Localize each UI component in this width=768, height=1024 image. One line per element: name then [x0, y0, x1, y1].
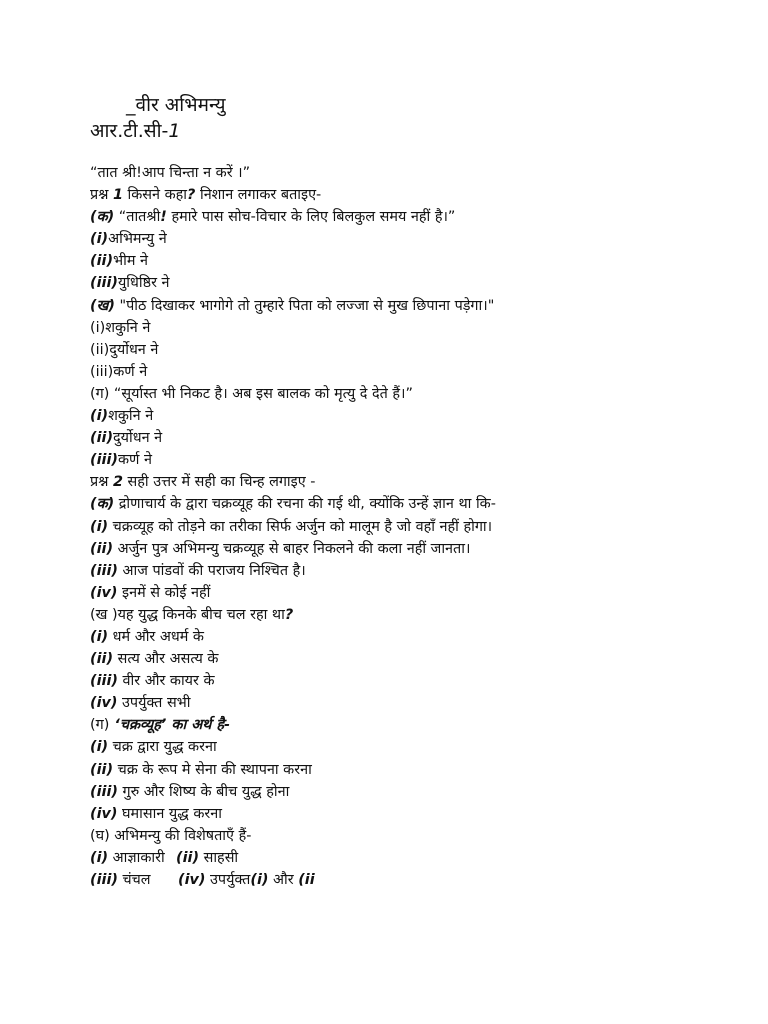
q1-ka-pre: “तातश्री: [114, 209, 161, 226]
q1-ka-option: [90, 228, 730, 250]
q2-kha-label: (ख ): [90, 606, 118, 623]
option-text: भीम ने: [113, 253, 149, 270]
q2-gha-statement: [90, 825, 730, 847]
q1-ka-statement: [90, 206, 730, 228]
option-text: और: [268, 872, 299, 888]
q1-ga-statement: [90, 383, 730, 405]
option-number: (iv): [178, 872, 206, 888]
q1-mark: ?: [187, 187, 196, 204]
q1-kha-option: [90, 317, 730, 339]
option-number: (iv): [90, 805, 118, 822]
q2-kha-statement: [90, 604, 730, 626]
option-number: (ii): [90, 341, 110, 358]
q2-ka-label: (क): [90, 496, 115, 513]
q2-ga-option: [90, 803, 730, 825]
q1-mid: किसने कहा: [122, 187, 188, 204]
q1-kha-option: [90, 339, 730, 361]
option-number: (iv): [90, 584, 118, 601]
q1-ga-text: “सूर्यास्त भी निकट है। अब इस बालक को मृत्यु दे देते हैं।”: [109, 385, 413, 402]
option-number: (iii): [90, 363, 114, 380]
option-number: (i): [90, 518, 109, 535]
option-number: (i): [90, 319, 106, 336]
q2-gha-options-row-2: [90, 869, 730, 891]
option-text: उपर्युक्त: [205, 872, 251, 888]
option-text: कर्ण ने: [117, 452, 152, 469]
q2-ga-post: का अर्थ है-: [166, 717, 231, 734]
q2-ga-pre: ‘चक्रव्यूह: [109, 717, 161, 734]
q1-ka-post: हमारे पास सोच-विचार के लिए बिलकुल समय नहीं है।”: [166, 209, 456, 226]
option-number: (i): [90, 231, 109, 248]
option-number: (ii: [298, 872, 315, 888]
q2-kha-option: [90, 692, 730, 714]
q2-ga-label: (ग): [90, 717, 110, 734]
q2-ka-option: [90, 516, 730, 538]
q2-ka-option: [90, 538, 730, 560]
q2-ga-option: [90, 736, 730, 758]
option-text: दुर्योधन ने: [109, 341, 159, 358]
lesson-subtitle: [90, 118, 730, 144]
document-page: [90, 92, 730, 891]
q2-ka-text: द्रोणाचार्य के द्वारा चक्रव्यूह की रचना की गई थी, क्योंकि उन्हें ज्ञान था कि-: [114, 496, 496, 513]
option-text: उपर्युक्त सभी: [117, 695, 191, 712]
option-text: शकुनि ने: [105, 319, 151, 336]
option-text: दुर्योधन ने: [113, 430, 163, 447]
quote-line: “तात श्री!आप चिन्ता न करें ।”: [90, 165, 251, 181]
option-number: (ii): [90, 651, 114, 668]
option-text: अर्जुन पुत्र अभिमन्यु चक्रव्यूह से बाहर निकलने की कला नहीं जानता।: [113, 540, 471, 557]
option-number: (i): [250, 872, 269, 888]
q2-gha-text: अभिमन्यु की विशेषताएँ हैं-: [109, 827, 252, 844]
option-text: चंचल: [117, 872, 151, 888]
q2-ka-option: [90, 582, 730, 604]
subtitle-text: आर.टी.सी-: [90, 120, 169, 142]
q2-pre: प्रश्न: [90, 474, 113, 491]
q2-ga-quote: ’: [160, 717, 167, 734]
option-number: (iii): [90, 783, 118, 800]
q2-ga-statement: [90, 714, 730, 736]
q1-ga-option: [90, 427, 730, 449]
q1-ga-option: [90, 449, 730, 471]
option-text: सत्य और असत्य के: [113, 651, 219, 668]
q1-kha-option: [90, 361, 730, 383]
option-number: (iii): [90, 452, 118, 469]
option-text: इनमें से कोई नहीं: [117, 584, 211, 601]
q1-ka-option: [90, 272, 730, 294]
q1-ka-bang: !: [160, 209, 167, 226]
option-text: चक्र द्वारा युद्ध करना: [108, 739, 217, 756]
option-number: (iii): [90, 275, 118, 292]
q1-num: 1: [112, 187, 123, 204]
q2-num: 2: [112, 474, 123, 491]
option-number: (iii): [90, 673, 118, 690]
q2-gha-label: (घ): [90, 827, 110, 844]
q1-ga-option: [90, 405, 730, 427]
q2-ga-option: [90, 781, 730, 803]
option-text: वीर और कायर के: [117, 673, 215, 690]
option-text: चक्र के रूप मे सेना की स्थापना करना: [113, 761, 312, 778]
q1-post: निशान लगाकर बताइए-: [195, 187, 322, 204]
option-number: (i): [90, 739, 109, 756]
option-text: आज पांडवों की पराजय निश्चित है।: [117, 562, 306, 579]
q2-kha-option: [90, 670, 730, 692]
option-text: शकुनि ने: [108, 408, 154, 425]
q1-ka-label: (क): [90, 209, 115, 226]
question-1-heading: [90, 184, 730, 206]
option-number: (ii): [90, 761, 114, 778]
q2-kha-text: यह युद्ध किनके बीच चल रहा था: [117, 606, 285, 623]
q2-kha-option: [90, 626, 730, 648]
option-text: अभिमन्यु ने: [108, 231, 167, 248]
option-text: कर्ण ने: [113, 363, 148, 380]
option-text: युधिष्ठिर ने: [117, 275, 170, 292]
option-number: (iii): [90, 872, 118, 888]
option-number: (iii): [90, 562, 118, 579]
option-text: गुरु और शिष्य के बीच युद्ध होना: [117, 783, 290, 800]
option-number: (i): [90, 628, 109, 645]
option-text: चक्रव्यूह को तोड़ने का तरीका सिर्फ अर्जुन को मालूम है जो वहाँ नहीं होगा।: [108, 518, 493, 535]
q2-ka-statement: [90, 493, 730, 515]
option-number: (iv): [90, 695, 118, 712]
option-number: (ii): [176, 849, 200, 866]
lesson-title: _वीर अभिमन्यु: [126, 94, 226, 116]
q1-kha-statement: [90, 295, 730, 317]
q1-pre: प्रश्न: [90, 187, 113, 204]
q1-kha-text: "पीठ दिखाकर भागोगे तो तुम्हारे पिता को लज्जा से मुख छिपाना पड़ेगा।": [114, 297, 495, 314]
q1-kha-label: (ख): [90, 297, 115, 314]
question-2-heading: [90, 471, 730, 493]
option-text: धर्म और अधर्म के: [108, 628, 204, 645]
option-text: आज्ञाकारी: [108, 849, 165, 866]
option-number: (ii): [90, 430, 114, 447]
q2-ga-option: [90, 759, 730, 781]
q2-gha-options-row-1: [90, 847, 730, 869]
option-number: (ii): [90, 540, 114, 557]
q1-ka-option: [90, 250, 730, 272]
q1-ga-label: (ग): [90, 385, 110, 402]
q2-ka-option: [90, 560, 730, 582]
q2-kha-mark: ?: [284, 606, 294, 623]
option-number: (ii): [90, 253, 114, 270]
option-number: (i): [90, 849, 109, 866]
q2-post: सही उत्तर में सही का चिन्ह लगाइए -: [122, 474, 316, 491]
q2-kha-option: [90, 648, 730, 670]
option-text: घमासान युद्ध करना: [117, 805, 222, 822]
option-text: साहसी: [199, 849, 239, 866]
subtitle-number: 1: [168, 120, 181, 142]
option-number: (i): [90, 408, 109, 425]
